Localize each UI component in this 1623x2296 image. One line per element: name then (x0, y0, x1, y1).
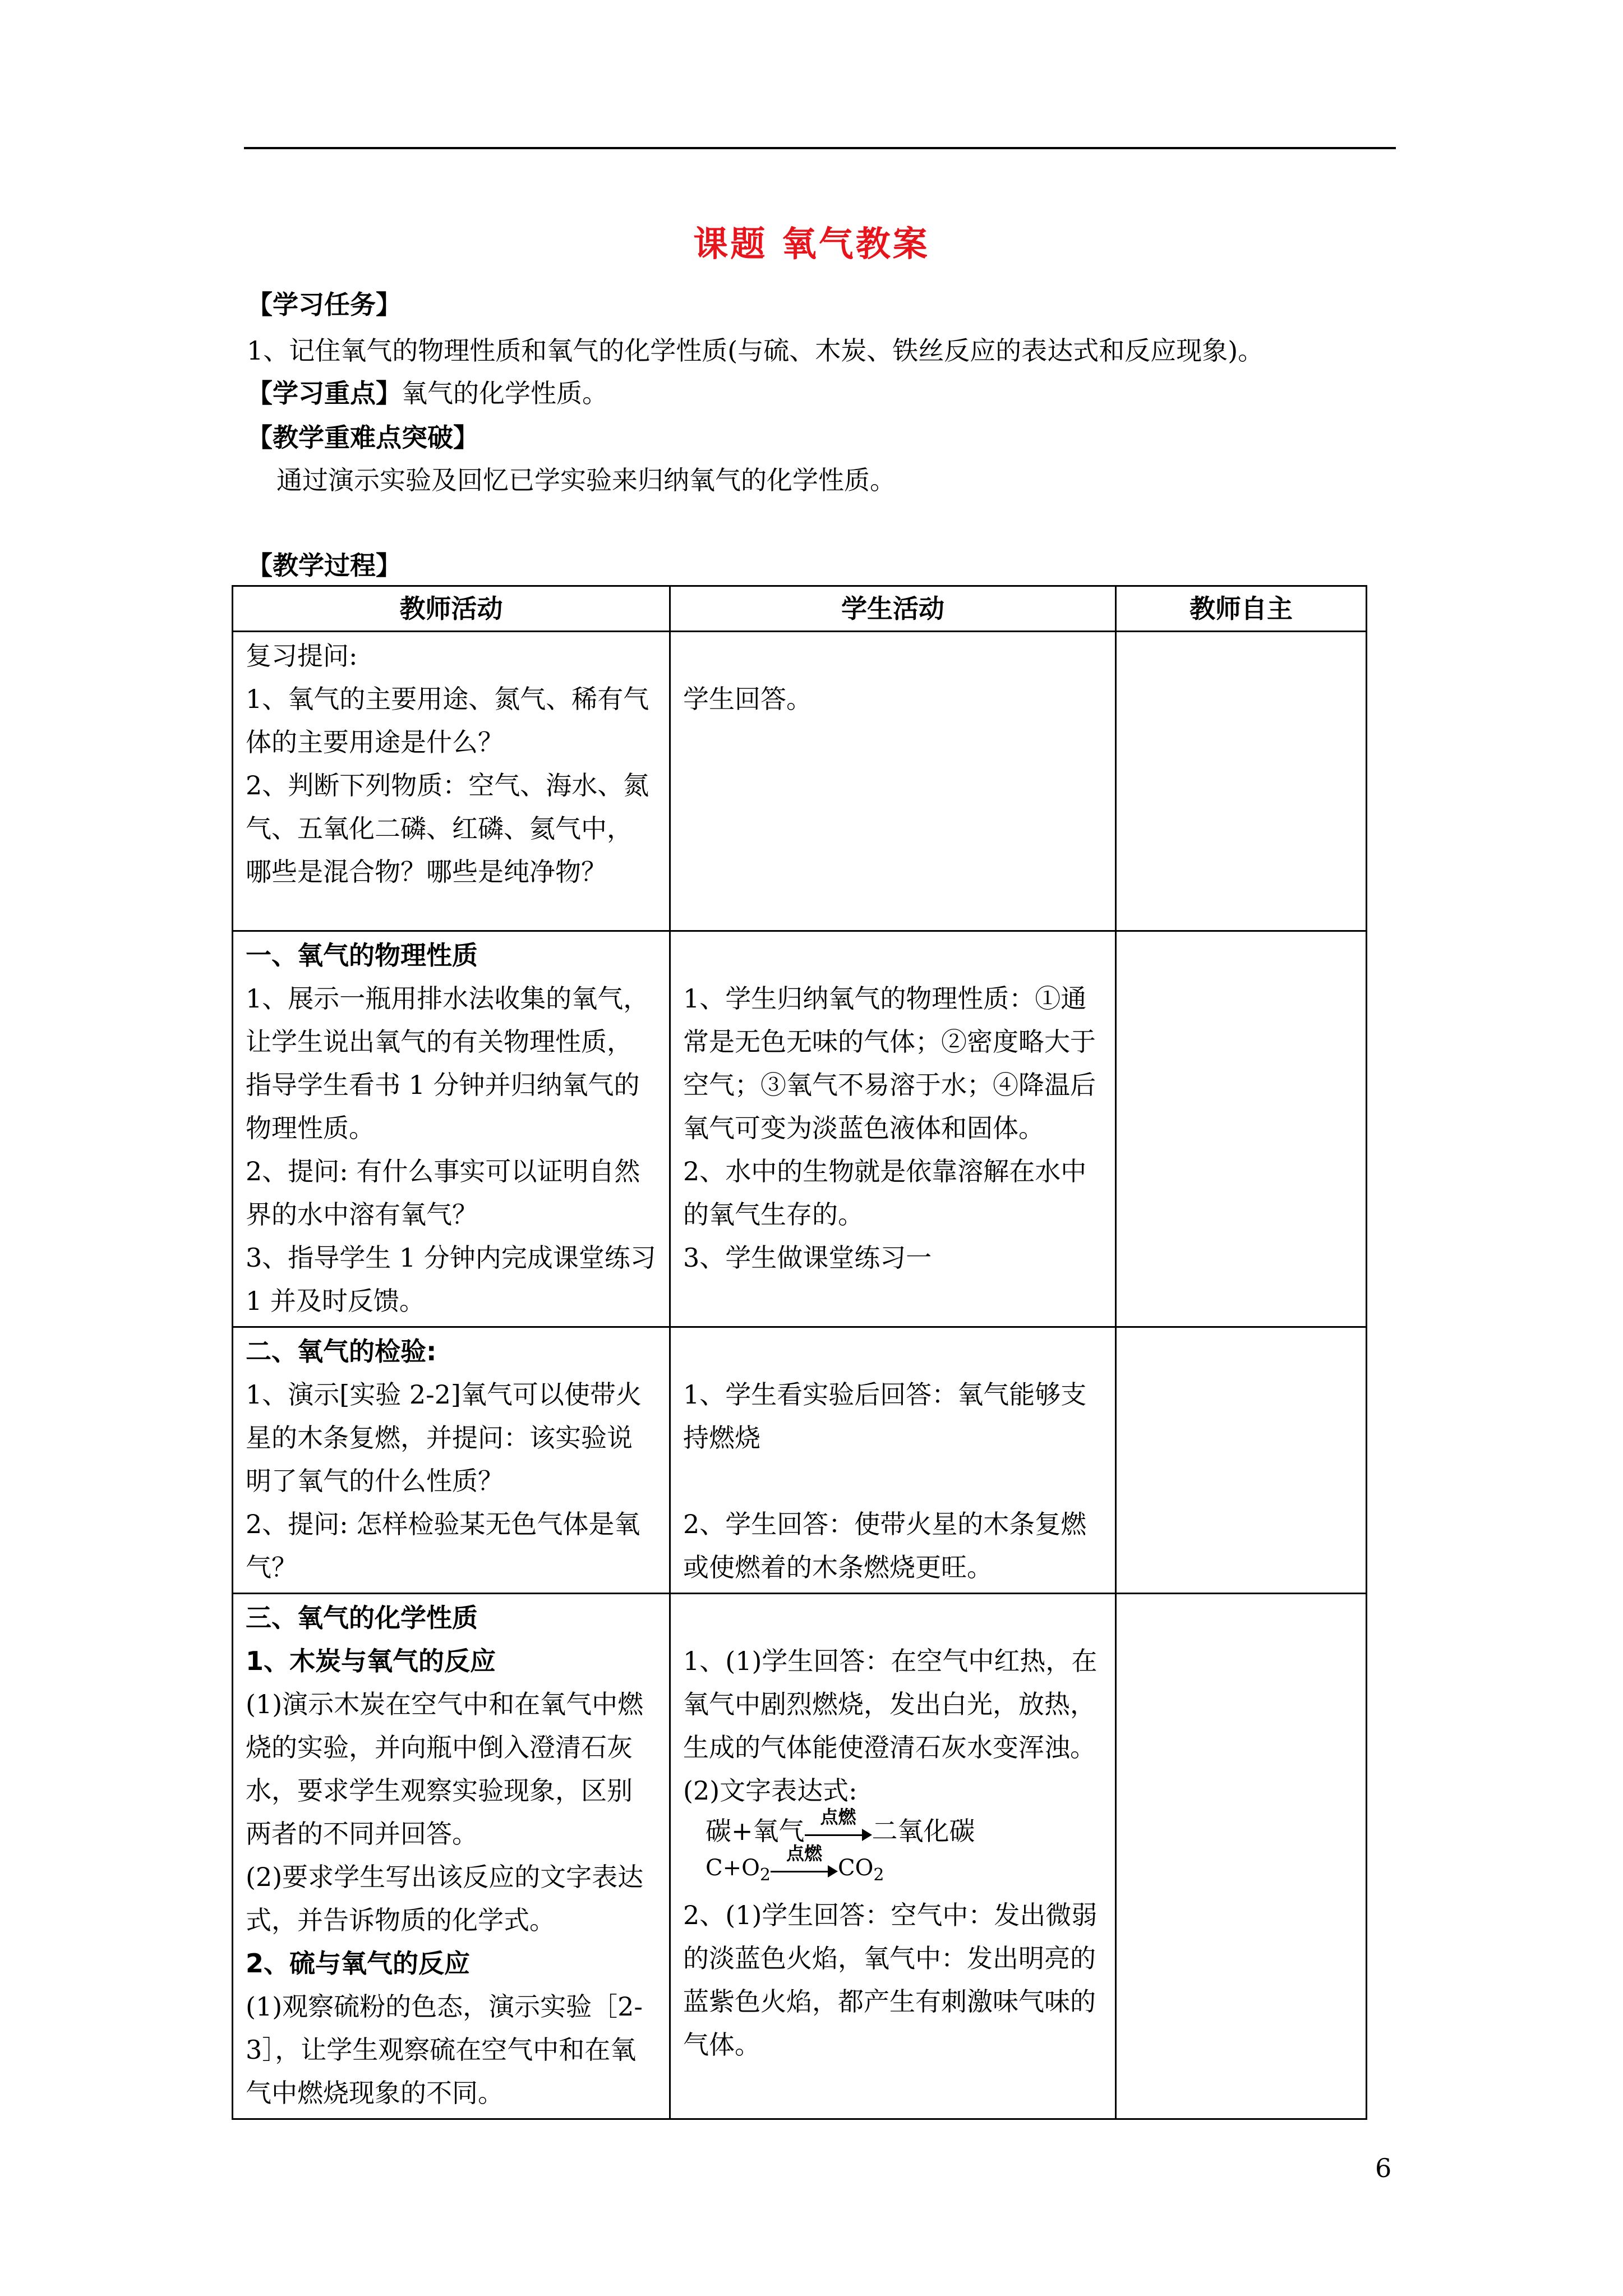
task-heading: 【学习任务】 (247, 289, 402, 320)
student-item: 2、水中的生物就是依靠溶解在水中的氧气生存的。 (683, 1156, 1087, 1230)
teacher-item: 1、展示一瓶用排水法收集的氧气，让学生说出氧气的有关物理性质，指导学生看书 1 分钟并归纳氧气的物理性质。 (246, 983, 649, 1143)
student-item: 1、学生归纳氧气的物理性质：①通常是无色无味的气体；②密度略大于空气；③氧气不易溶于水；④降温后氧气可变为淡蓝色液体和固体。 (683, 983, 1096, 1143)
reaction-arrow (805, 1806, 872, 1844)
header-teacher-activity: 教师活动 (233, 586, 670, 632)
student-item: 2、学生回答：使带火星的木条复燃或使燃着的木条燃烧更旺。 (683, 1509, 1087, 1582)
header-teacher-notes: 教师自主 (1116, 586, 1367, 632)
student-item: 1、学生看实验后回答：氧气能够支持燃烧 (683, 1379, 1087, 1453)
notes-cell (1116, 1327, 1367, 1594)
student-answer: 学生回答。 (683, 684, 812, 714)
focus-heading: 【学习重点】 (247, 378, 402, 408)
reaction-condition: 点燃 (820, 1806, 856, 1828)
task-text: 1、记住氧气的物理性质和氧气的化学性质(与硫、木炭、铁丝反应的表达式和反应现象)。 (247, 335, 1264, 366)
student-cell (670, 1327, 1116, 1594)
focus-text: 氧气的化学性质。 (402, 378, 608, 408)
review-q1: 1、氧气的主要用途、氮气、稀有气体的主要用途是什么？ (246, 684, 649, 757)
student-item: (2)文字表达式: (683, 1775, 857, 1806)
page-number: 6 (1375, 2153, 1392, 2183)
chemical-properties-title: 三、氧气的化学性质 (246, 1603, 478, 1633)
chemical-equation (683, 1843, 1103, 1894)
oxygen-test-title: 二、氧气的检验: (246, 1336, 437, 1366)
eq2-product-sub: 2 (873, 1865, 884, 1885)
eq2-reactants-sub: 2 (759, 1865, 771, 1885)
teacher-item: (2)要求学生写出该反应的文字表达式，并告诉物质的化学式。 (246, 1862, 644, 1935)
notes-cell (1116, 632, 1367, 931)
teacher-cell (233, 1594, 670, 2119)
sulfur-reaction-title: 2、硫与氧气的反应 (246, 1948, 471, 1978)
process-heading: 【教学过程】 (247, 550, 402, 581)
table-row (233, 1327, 1367, 1594)
review-heading: 复习提问: (246, 641, 358, 671)
eq2-reactants: C+O (706, 1855, 760, 1881)
eq1-product: 二氧化碳 (872, 1816, 975, 1846)
table-row (233, 931, 1367, 1327)
reaction-arrow (771, 1843, 838, 1881)
header-student-activity: 学生活动 (670, 586, 1116, 632)
teacher-cell (233, 1327, 670, 1594)
breakthrough-text: 通过演示实验及回忆已学实验来归纳氧气的化学性质。 (276, 465, 896, 495)
breakthrough-heading: 【教学重难点突破】 (247, 422, 479, 453)
teacher-item: 3、指导学生 1 分钟内完成课堂练习 1 并及时反馈。 (246, 1243, 656, 1316)
review-q2: 2、判断下列物质：空气、海水、氮气、五氧化二磷、红磷、氦气中，哪些是混合物？哪些是纯净物？ (246, 770, 649, 887)
teacher-item: 2、提问: 有什么事实可以证明自然界的水中溶有氧气？ (246, 1156, 640, 1230)
eq2-product: CO (838, 1855, 874, 1881)
table-header-row (233, 586, 1367, 632)
header-rule (244, 147, 1396, 149)
charcoal-reaction-title: 1、木炭与氧气的反应 (246, 1646, 496, 1676)
student-item: 2、(1)学生回答：空气中：发出微弱的淡蓝色火焰，氧气中：发出明亮的蓝紫色火焰，都产生有刺激味气味的气体。 (683, 1900, 1098, 2060)
table-row (233, 632, 1367, 931)
teacher-cell (233, 931, 670, 1327)
teacher-item: 2、提问: 怎样检验某无色气体是氧气？ (246, 1509, 640, 1582)
teacher-item: 1、演示[实验 2-2]氧气可以使带火星的木条复燃，并提问：该实验说明了氧气的什么性质？ (246, 1379, 642, 1496)
student-cell (670, 931, 1116, 1327)
reaction-condition: 点燃 (786, 1843, 823, 1864)
page-title: 课题 氧气教案 (693, 223, 930, 264)
focus-line (247, 376, 608, 410)
teaching-process-table (232, 585, 1367, 2120)
student-cell (670, 632, 1116, 931)
student-item: 3、学生做课堂练习一 (683, 1243, 932, 1273)
teacher-cell (233, 632, 670, 931)
student-cell (670, 1594, 1116, 2119)
eq1-reactants: 碳+氧气 (706, 1816, 805, 1846)
physical-properties-title: 一、氧气的物理性质 (246, 940, 478, 970)
teacher-item: (1)演示木炭在空气中和在氧气中燃烧的实验，并向瓶中倒入澄清石灰水，要求学生观察实验现象，区别两者的不同并回答。 (246, 1689, 644, 1849)
table-row (233, 1594, 1367, 2119)
teacher-item: (1)观察硫粉的色态，演示实验［2-3］，让学生观察硫在空气中和在氧气中燃烧现象的不同。 (246, 1991, 643, 2108)
notes-cell (1116, 1594, 1367, 2119)
student-item: 1、(1)学生回答：在空气中红热，在氧气中剧烈燃烧，发出白光，放热，生成的气体能使澄清石灰水变浑浊。 (683, 1646, 1098, 1763)
notes-cell (1116, 931, 1367, 1327)
word-equation (683, 1806, 1103, 1849)
